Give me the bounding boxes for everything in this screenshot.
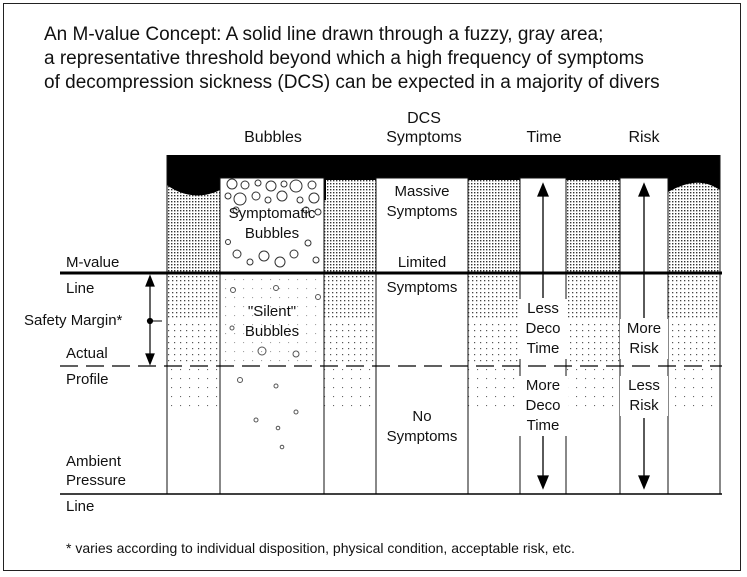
label-ambient-line: Line xyxy=(66,498,95,515)
time-more-1: More xyxy=(518,376,568,396)
risk-less-2: Risk xyxy=(620,396,668,416)
massive-symptoms-label: Symptoms xyxy=(386,203,458,220)
time-less-1: Less xyxy=(518,299,568,319)
silent-label: "Silent" xyxy=(247,303,297,320)
time-more-2: Deco xyxy=(518,396,568,416)
label-m-value: M-value xyxy=(66,254,120,271)
risk-less-1: Less xyxy=(620,376,668,396)
label-profile: Profile xyxy=(66,371,109,388)
limited-symptoms-label: Symptoms xyxy=(386,279,458,296)
risk-more-2: Risk xyxy=(620,339,668,359)
header-dcs: DCS xyxy=(407,110,441,127)
silent-bubbles-label: Bubbles xyxy=(244,323,300,340)
header-time: Time xyxy=(526,129,562,146)
limited-label: Limited xyxy=(397,254,447,271)
massive-label: Massive xyxy=(394,183,450,200)
header-bubbles: Bubbles xyxy=(244,129,302,146)
footnote: * varies according to individual disposition, physical condition, acceptable risk, etc. xyxy=(66,540,575,556)
no-symptoms-label: Symptoms xyxy=(386,428,458,445)
label-pressure: Pressure xyxy=(66,472,127,489)
header-risk: Risk xyxy=(628,129,660,146)
label-ambient: Ambient xyxy=(66,453,122,470)
title-line-1: An M-value Concept: A solid line drawn through a fuzzy, gray area; xyxy=(44,24,604,45)
label-actual: Actual xyxy=(66,345,108,362)
time-more-3: Time xyxy=(518,416,568,436)
symptomatic-bubbles-label: Bubbles xyxy=(244,225,300,242)
label-safety-margin: Safety Margin* xyxy=(24,312,123,329)
time-less-2: Deco xyxy=(518,319,568,339)
symptomatic-label: Symptomatic xyxy=(228,205,316,222)
title-line-2: a representative threshold beyond which a high frequency of symptoms xyxy=(44,48,644,69)
label-m-value-line: Line xyxy=(66,280,95,297)
risk-more-1: More xyxy=(620,319,668,339)
no-label: No xyxy=(412,408,432,425)
header-symptoms: Symptoms xyxy=(386,129,462,146)
safety-margin-arrow xyxy=(146,276,162,364)
time-less-3: Time xyxy=(518,339,568,359)
title-line-3: of decompression sickness (DCS) can be expected in a majority of divers xyxy=(44,72,660,93)
